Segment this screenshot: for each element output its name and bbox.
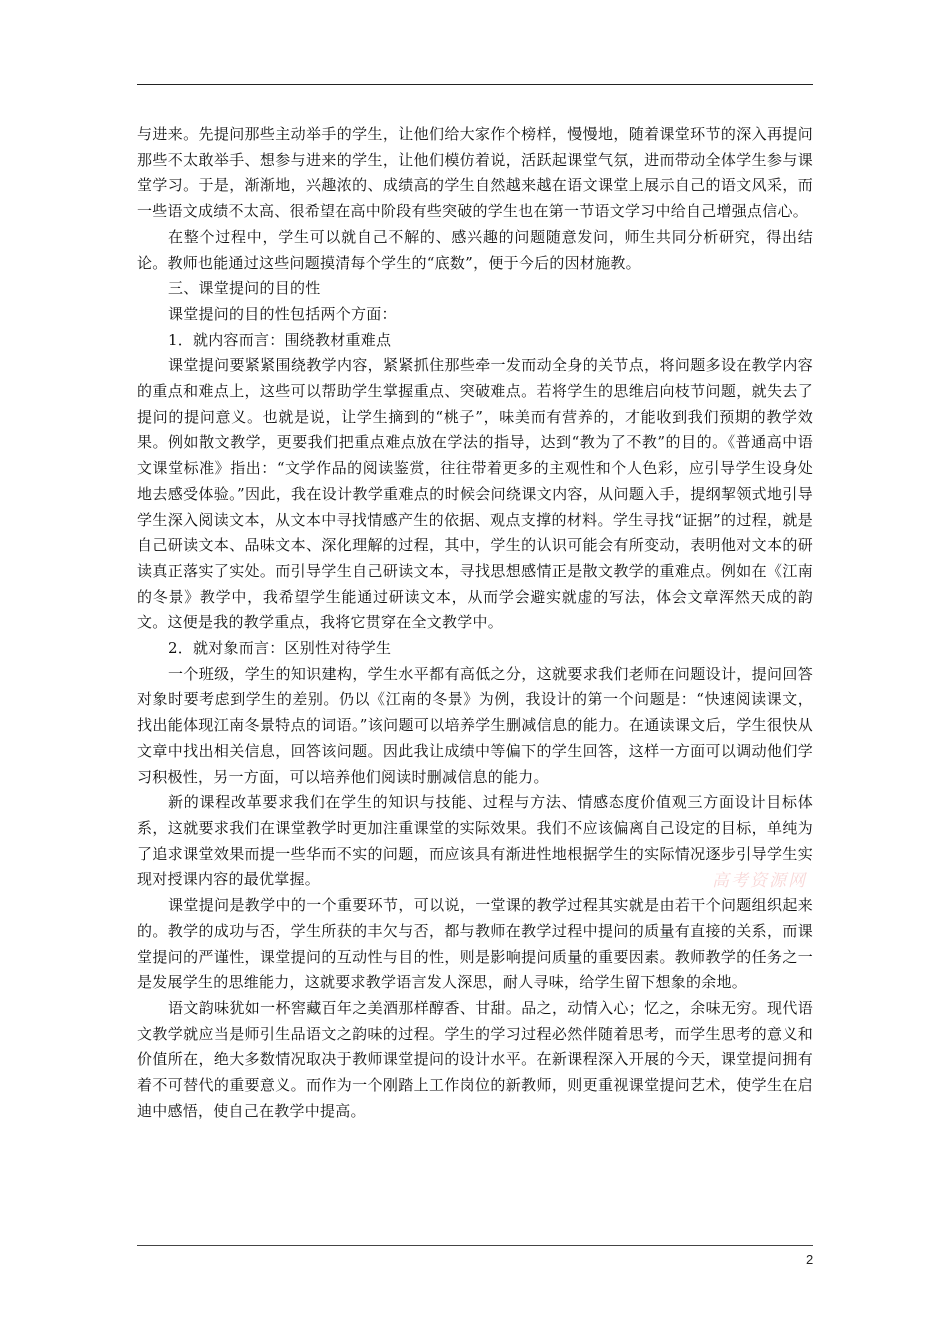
page-number: 2	[806, 1252, 814, 1267]
document-body	[137, 122, 813, 1124]
footer-rule	[137, 1245, 813, 1246]
watermark: 高考资源网	[712, 871, 807, 891]
paragraph-8: 语文韵味犹如一杯窖藏百年之美酒那样醇香、甘甜。品之，动情入心；忆之，余味无穷。现代语文教学就应当是师引生品语文之韵味的过程。学生的学习过程必然伴随着思考，而学生思考的意义和价值所在，绝大多数情况取决于教师课堂提问的设计水平。在新课程深入开展的今天，课堂提问拥有着不可替代的重要意义。而作为一个刚踏上工作岗位的新教师，则更重视课堂提问艺术，使学生在启迪中感悟，使自己在教学中提高。	[137, 998, 813, 1120]
subheading-1: 1．就内容而言：围绕教材重难点	[168, 330, 392, 349]
header-rule	[137, 84, 813, 85]
paragraph-1: 与进来。先提问那些主动举手的学生，让他们给大家作个榜样，慢慢地，随着课堂环节的深入再提问那些不太敢举手、想参与进来的学生，让他们模仿着说，活跃起课堂气氛，进而带动全体学生参与课堂学习。于是，渐渐地，兴趣浓的、成绩高的学生自然越来越在语文课堂上展示自己的语文风采，而一些语文成绩不太高、很希望在高中阶段有些突破的学生也在第一节语文学习中给自己增强点信心。	[137, 125, 813, 221]
paragraph-7: 课堂提问是教学中的一个重要环节，可以说，一堂课的教学过程其实就是由若干个问题组织起来的。教学的成功与否，学生所获的丰欠与否，都与教师在教学过程中提问的质量有直接的关系，而课堂提问的严谨性，课堂提问的互动性与目的性，则是影响提问质量的重要因素。教师教学的任务之一是发展学生的思维能力，这就要求教学语言发人深思，耐人寻味，给学生留下想象的余地。	[137, 896, 813, 992]
paragraph-3: 课堂提问的目的性包括两个方面：	[168, 304, 397, 323]
paragraph-2: 在整个过程中，学生可以就自己不解的、感兴趣的问题随意发问，师生共同分析研究，得出结论。教师也能通过这些问题摸清每个学生的“底数”，便于今后的因材施教。	[137, 227, 813, 272]
subheading-2: 2．就对象而言：区别性对待学生	[168, 639, 392, 658]
section-heading: 三、课堂提问的目的性	[168, 279, 321, 298]
paragraph-5: 一个班级，学生的知识建构，学生水平都有高低之分，这就要求我们老师在问题设计，提问回答对象时要考虑到学生的差别。仍以《江南的冬景》为例，我设计的第一个问题是：“快速阅读课文，找出能体现江南冬景特点的词语。”该问题可以培养学生删减信息的能力。在通读课文后，学生很快从文章中找出相关信息，回答该问题。因此我让成绩中等偏下的学生回答，这样一方面可以调动他们学习积极性，另一方面，可以培养他们阅读时删减信息的能力。	[137, 664, 813, 786]
paragraph-4: 课堂提问要紧紧围绕教学内容，紧紧抓住那些牵一发而动全身的关节点，将问题多设在教学内容的重点和难点上，这些可以帮助学生掌握重点、突破难点。若将学生的思维启向枝节问题，就失去了提问的提问意义。也就是说，让学生摘到的“桃子”，味美而有营养的，才能收到我们预期的教学效果。例如散文教学，更要我们把重点难点放在学法的指导，达到“教为了不教”的目的。《普通高中语文课堂标准》指出：“文学作品的阅读鉴赏，往往带着更多的主观性和个人色彩，应引导学生设身处地去感受体验。”因此，我在设计教学重难点的时候会问绕课文内容，从问题入手，提纲挈领式地引导学生深入阅读文本，从文本中寻找情感产生的依据、观点支撑的材料。学生寻找“证据”的过程，就是自己研读文本、品味文本、深化理解的过程，其中，学生的认识可能会有所变动，表明他对文本的研读真正落实了实处。而引导学生自己研读文本，寻找思想感情正是散文教学的重难点。例如在《江南的冬景》教学中，我希望学生能通过研读文本，从而学会避实就虚的写法，体会文章浑然天成的韵文。这便是我的教学重点，我将它贯穿在全文教学中。	[137, 356, 813, 632]
paragraph-6: 新的课程改革要求我们在学生的知识与技能、过程与方法、情感态度价值观三方面设计目标体系，这就要求我们在课堂教学时更加注重课堂的实际效果。我们不应该偏离自己设定的目标，单纯为了追求课堂效果而提一些华而不实的问题，而应该具有渐进性地根据学生的实际情况逐步引导学生实现对授课内容的最优掌握。	[137, 793, 813, 889]
